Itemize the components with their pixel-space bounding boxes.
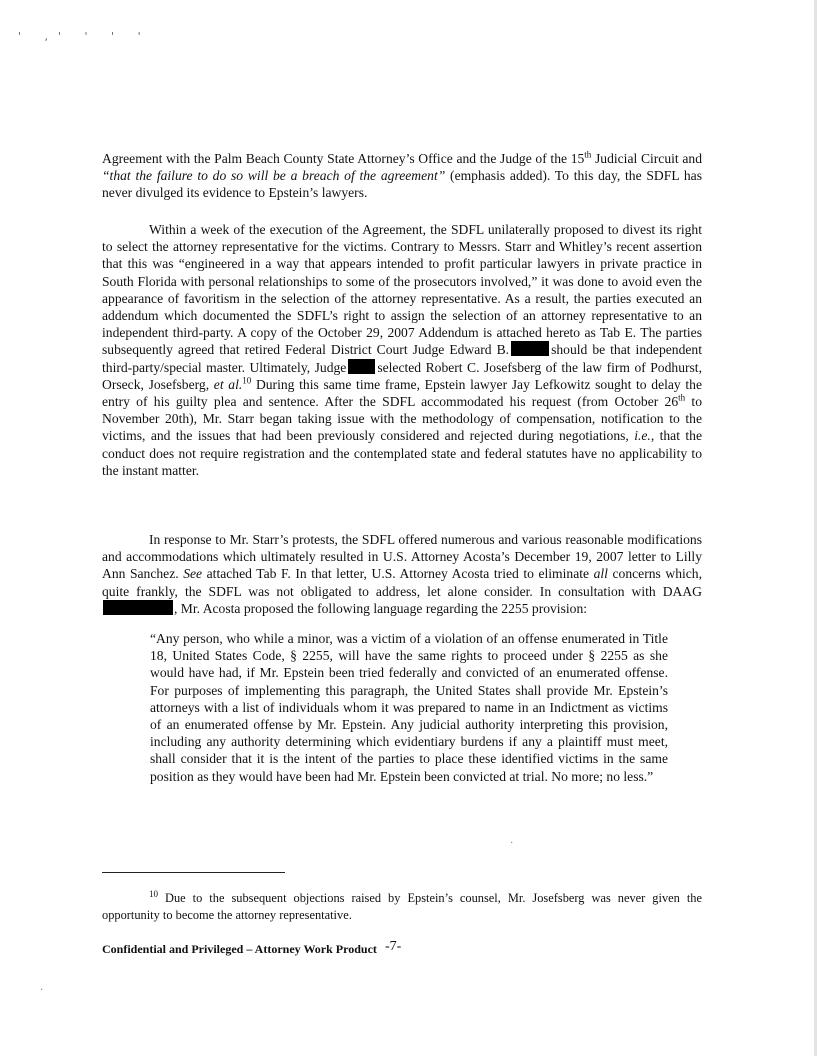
footnote: $^{10}$ Due to the subsequent objections raised by Epstein’s counsel, Mr. Josefsberg was never given the opportunity to become the attorney representative.	[102, 888, 702, 922]
redaction-box	[103, 600, 173, 615]
scan-marks: ' ,' ' ' '	[18, 30, 151, 43]
confidentiality-footer: Confidential and Privileged – Attorney Work Product	[102, 942, 377, 956]
block-quote: “Any person, who while a minor, was a victim of a violation of an offense enumerated in Title 18, United States Code, § 2255, will have the same rights to proceed under § 2255 as she would have had, if Mr. Epstein been tried federally and convicted of an enumerated offense. For purposes of implementing this paragraph, the United States shall provide Mr. Epstein’s attorneys with a list of individuals whom it was prepared to name in an Indictment as victims of an enumerated offense by Mr. Epstein. Any judicial authority interpreting this provision, including any authority determining which evidentiary burdens if any a plaintiff must meet, shall consider that it is the intent of the parties to place these identified victims in the same position as they would have been had Mr. Epstein been convicted at trial. No more; no less.”	[150, 631, 668, 784]
scan-speck: ·	[510, 838, 514, 849]
paragraph-2: Within a week of the execution of the Agreement, the SDFL unilaterally proposed to divest its right to select the attorney representative for the victims. Contrary to Messrs. Starr and Whitley’s recent assertion that this was “engineered in a way that appears intended to profit particular lawyers in private practice in South Florida with personal relationships to some of the prosecutors involved,” it was done to avoid even the appearance of favoritism in the selection of the attorney representative. As a result, the parties executed an addendum which documented the SDFL’s right to assign the selection of an attorney representative to an independent third-party. A copy of the October 29, 2007 Addendum is attached hereto as Tab E. The parties subsequently agreed that retired Federal District Court Judge Edward B. should be that independent third-party/special master. Ultimately, Judge selected Robert C. Josefsberg of the law firm of Podhurst, Orseck, Josefsberg, et al.$^{10}$ During this same time frame, Epstein lawyer Jay Lefkowitz sought to delay the entry of his guilty plea and sentence. After the SDFL accommodated his request (from October 26th to November 20th), Mr. Starr began taking issue with the methodology of compensation, notification to the victims, and the issues that had been previously considered and rejected during negotiations, i.e., that the conduct does not require registration and the contemplated state and federal statutes have no applicability to the instant matter.	[102, 222, 703, 478]
paragraph-3: In response to Mr. Starr’s protests, the SDFL offered numerous and various reasonable modifications and accommodations which ultimately resulted in U.S. Attorney Acosta’s December 19, 2007 letter to Lilly Ann Sanchez. See attached Tab F. In that letter, U.S. Attorney Acosta tried to eliminate all concerns which, quite frankly, the SDFL was not obligated to address, let alone consider. In consultation with DAAG , Mr. Acosta proposed the following language regarding the 2255 provision:	[102, 532, 702, 616]
redaction-box	[511, 341, 549, 356]
page-number: -7-	[385, 939, 402, 954]
redaction-box	[348, 359, 375, 374]
footnote-ref: 10	[242, 375, 252, 386]
footnote-divider	[102, 872, 285, 873]
scan-speck: ·	[40, 985, 44, 996]
footnote-number: 10	[149, 888, 158, 899]
paragraph-1: Agreement with the Palm Beach County State Attorney’s Office and the Judge of the 15th Judicial Circuit and “that the failure to do so will be a breach of the agreement” (emphasis added). To this day, the SDFL has never divulged its evidence to Epstein’s lawyers.	[102, 149, 702, 201]
